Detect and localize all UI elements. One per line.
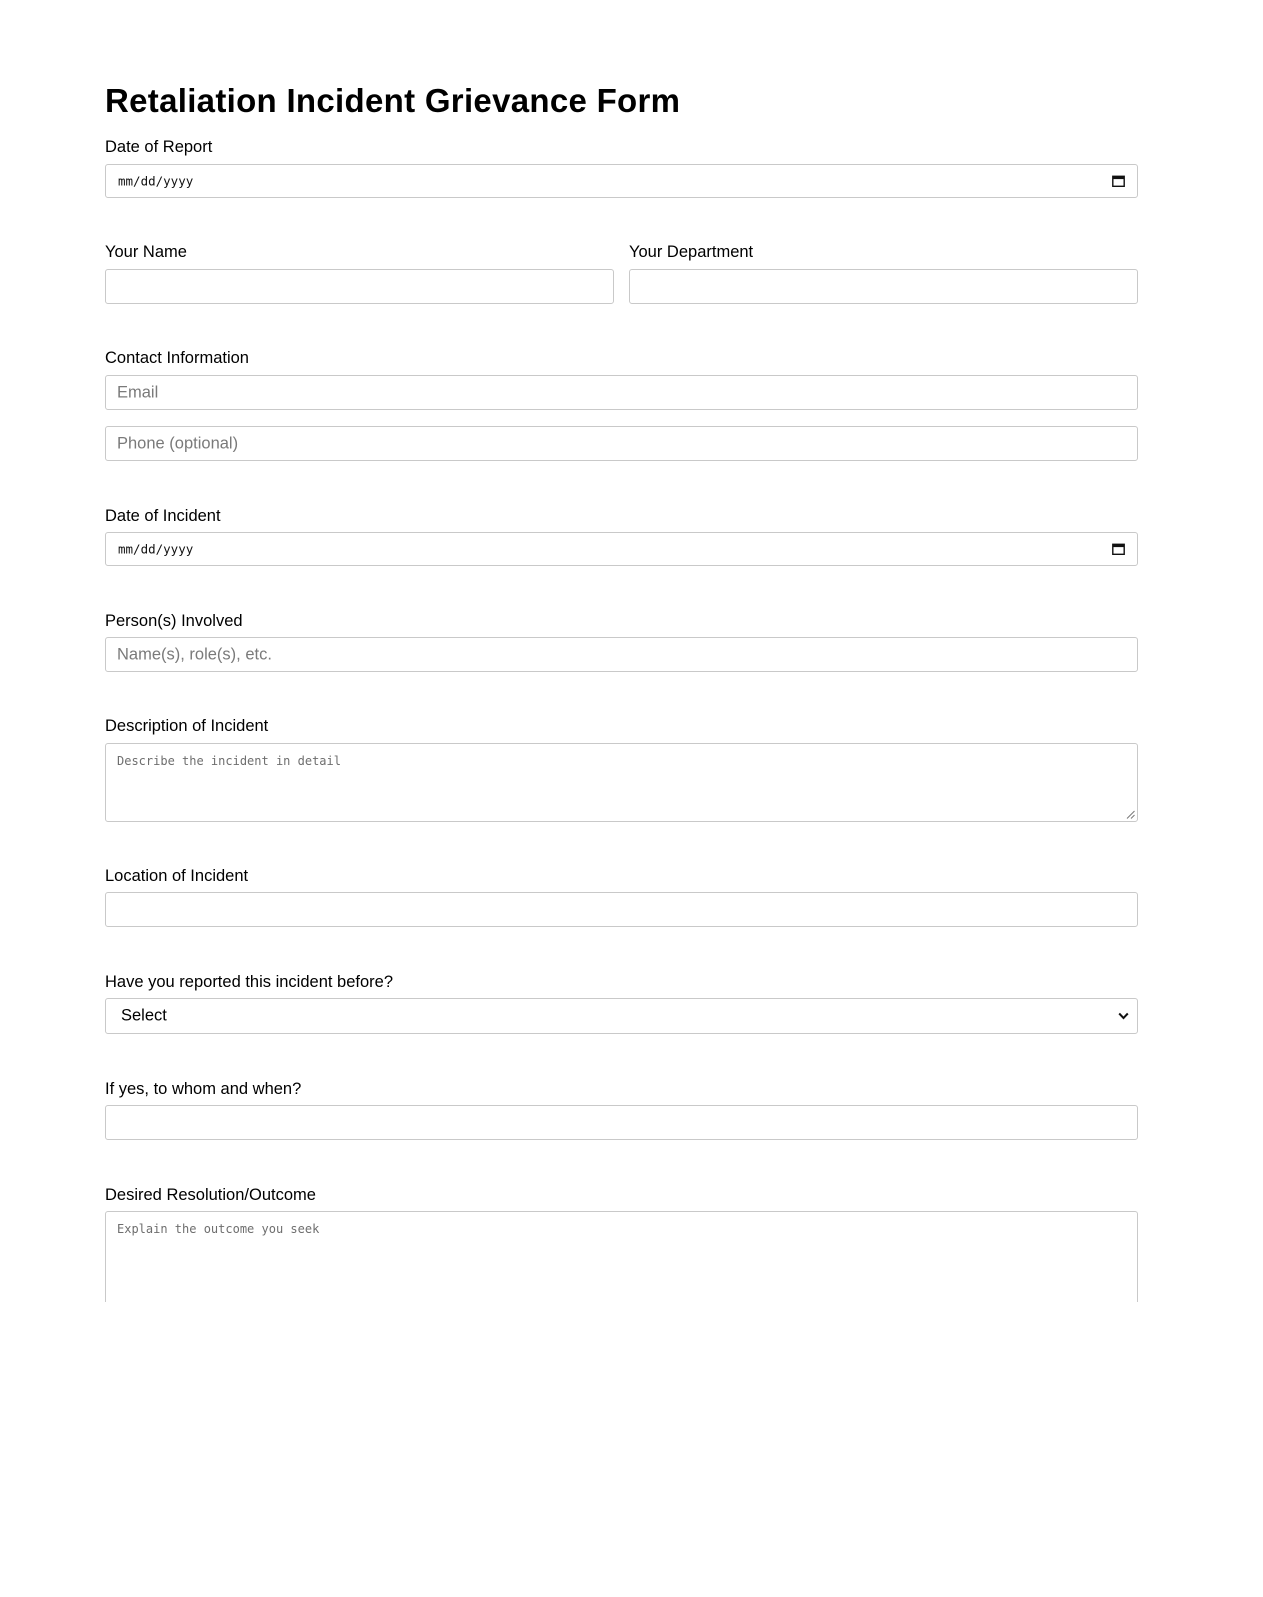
location-label: Location of Incident (105, 867, 249, 885)
page-title: Retaliation Incident Grievance Form (105, 82, 681, 119)
persons-involved-input[interactable] (105, 637, 1138, 672)
email-placeholder: Email (117, 383, 159, 401)
calendar-icon[interactable] (1112, 543, 1125, 555)
your-name-label: Your Name (105, 243, 187, 261)
description-placeholder: Describe the incident in detail (117, 754, 341, 768)
your-department-label: Your Department (629, 243, 754, 261)
location-input[interactable] (105, 892, 1138, 927)
reported-before-label: Have you reported this incident before? (105, 973, 394, 991)
if-yes-label: If yes, to whom and when? (105, 1080, 302, 1098)
date-of-incident-label: Date of Incident (105, 507, 221, 525)
persons-involved-label: Person(s) Involved (105, 612, 243, 630)
your-name-input[interactable] (105, 269, 614, 304)
description-textarea[interactable] (105, 743, 1138, 822)
if-yes-input[interactable] (105, 1105, 1138, 1140)
grievance-form (105, 0, 1160, 1302)
your-department-input[interactable] (629, 269, 1138, 304)
desired-resolution-label: Desired Resolution/Outcome (105, 1186, 316, 1204)
desired-resolution-textarea[interactable] (105, 1211, 1138, 1302)
contact-information-label: Contact Information (105, 349, 249, 367)
date-of-report-input[interactable] (105, 164, 1138, 198)
date-of-report-label: Date of Report (105, 138, 213, 156)
reported-before-select[interactable] (105, 998, 1138, 1034)
desired-resolution-placeholder: Explain the outcome you seek (117, 1222, 320, 1236)
resize-handle-icon[interactable] (1126, 810, 1135, 819)
persons-involved-placeholder: Name(s), role(s), etc. (117, 645, 272, 663)
chevron-down-icon[interactable] (1118, 1012, 1129, 1020)
email-input[interactable] (105, 375, 1138, 410)
phone-placeholder: Phone (optional) (117, 434, 239, 452)
calendar-icon[interactable] (1112, 175, 1125, 187)
date-of-incident-input[interactable] (105, 532, 1138, 566)
description-label: Description of Incident (105, 717, 269, 735)
date-of-incident-value: mm/dd/yyyy (118, 541, 194, 557)
phone-input[interactable] (105, 426, 1138, 461)
reported-before-selected: Select (121, 1006, 167, 1025)
date-of-report-value: mm/dd/yyyy (118, 173, 194, 189)
